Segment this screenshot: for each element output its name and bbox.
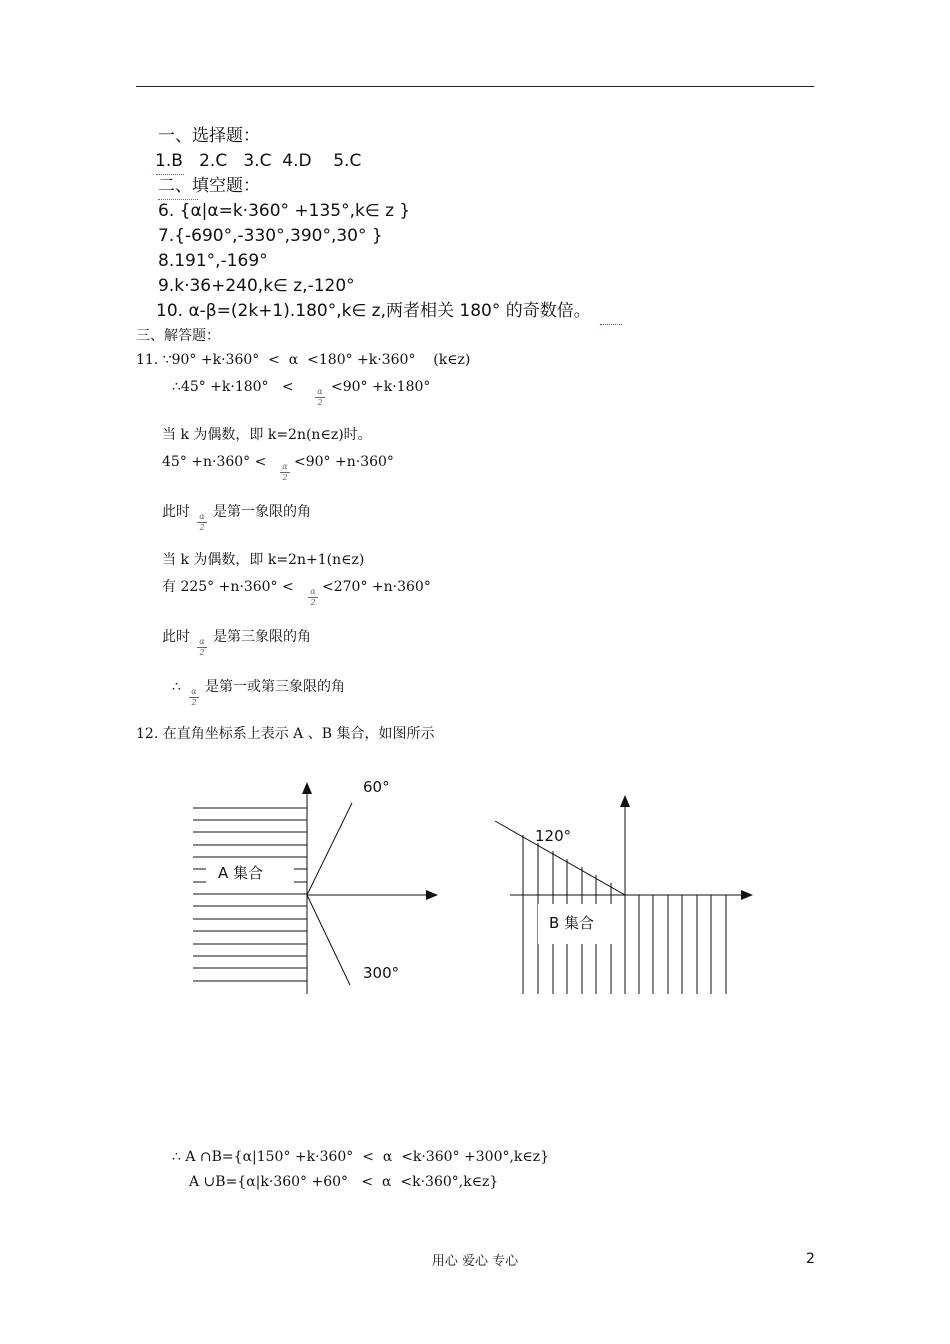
case2-conclusion-left: 此时 xyxy=(162,629,190,645)
section3-heading: 三、解答题： xyxy=(136,328,220,344)
alpha-over-2-fraction: α 2 xyxy=(189,688,199,707)
alpha-over-2-fraction: α 2 xyxy=(197,638,207,657)
alpha-over-2-fraction: α 2 xyxy=(197,513,207,532)
diagram-a-angle-60: 60° xyxy=(363,778,390,796)
diagram-a-label: A 集合 xyxy=(218,864,264,882)
q11-line2-left: ∴45° +k·180° < xyxy=(172,379,294,395)
section1-answers: 1.B 2.C 3.C 4.D 5.C xyxy=(155,151,362,171)
alpha-over-2-fraction: α 2 xyxy=(315,388,325,407)
diagram-b-angle-120: 120° xyxy=(535,827,572,845)
x-axis-arrow-icon xyxy=(741,890,753,900)
answer-q9: 9.k·36+240,k∈ z,-120° xyxy=(158,276,355,296)
q11-final-conclusion: 是第一或第三象限的角 xyxy=(205,679,345,695)
case1-intro: 当 k 为偶数，即 k=2n(n∈z)时。 xyxy=(162,427,372,443)
y-axis-arrow-icon xyxy=(620,795,630,807)
q12-intro: 12. 在直角坐标系上表示 A 、B 集合，如图所示 xyxy=(136,726,435,742)
diagram-a-angle-300: 300° xyxy=(363,964,400,982)
case2-inequality-right: <270° +n·360° xyxy=(322,579,431,595)
answer-q8: 8.191°,-169° xyxy=(158,251,268,271)
alpha-over-2-fraction: α 2 xyxy=(280,463,290,482)
case2-intro: 当 k 为偶数，即 k=2n+1(n∈z) xyxy=(162,552,365,568)
case2-inequality-left: 有 225° +n·360° < xyxy=(162,579,294,595)
q11-line2-right: <90° +k·180° xyxy=(331,379,431,395)
union-result: A ∪B={α|k·360° +60° < α <k·360°,k∈z} xyxy=(189,1174,499,1190)
case1-inequality-right: <90° +n·360° xyxy=(294,454,394,470)
case1-conclusion-left: 此时 xyxy=(162,504,190,520)
section2-heading: 二、填空题： xyxy=(158,176,260,196)
case2-conclusion-right: 是第三象限的角 xyxy=(213,629,311,645)
case1-inequality-left: 45° +n·360° < xyxy=(162,454,267,470)
answer-q7: 7.{-690°,-330°,390°,30° } xyxy=(158,226,383,246)
section1-heading: 一、选择题： xyxy=(158,126,260,146)
diagram-b-label: B 集合 xyxy=(549,914,595,932)
intersection-result: ∴ A ∩B={α|150° +k·360° < α <k·360° +300°,k∈z} xyxy=(172,1149,550,1165)
q11-final-therefore: ∴ xyxy=(172,679,181,695)
answer-q10: 10. α-β=(2k+1).180°,k∈ z,两者相关 180° 的奇数倍。 xyxy=(156,301,591,321)
page-footer: 用心 爱心 专心 xyxy=(431,1254,519,1269)
page-number: 2 xyxy=(806,1251,815,1267)
q11-line1: 11. ∵90° +k·360° < α <180° +k·360° (k∈z) xyxy=(136,352,471,368)
answer-q6: 6. {α|α=k·360° +135°,k∈ z } xyxy=(158,201,411,221)
case1-conclusion-right: 是第一象限的角 xyxy=(213,504,311,520)
alpha-over-2-fraction: α 2 xyxy=(308,588,318,607)
